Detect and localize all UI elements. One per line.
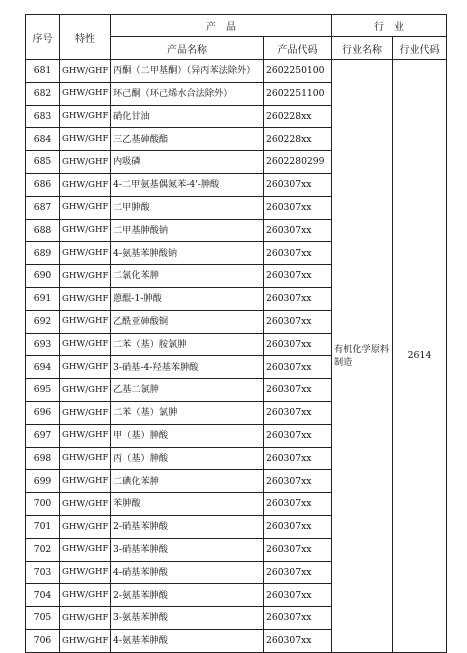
row-product-name: 丙酮（二甲基酮）（异丙苯法除外） — [111, 60, 264, 83]
row-product-name: 2-硝基苯胂酸 — [111, 515, 264, 538]
row-product-name: 乙基二氯胂 — [111, 379, 264, 402]
row-number: 690 — [26, 265, 60, 288]
table-body — [26, 60, 447, 653]
row-number: 694 — [26, 356, 60, 379]
row-product-code: 260307xx — [264, 538, 332, 561]
row-product-name: 二碘化苯胂 — [111, 470, 264, 493]
row-property: GHW/GHF — [60, 470, 111, 493]
row-product-code: 260307xx — [264, 493, 332, 516]
row-product-code: 260307xx — [264, 219, 332, 242]
row-property: GHW/GHF — [60, 173, 111, 196]
row-product-name: 甲（基）胂酸 — [111, 424, 264, 447]
row-product-code: 260228xx — [264, 128, 332, 151]
row-number: 681 — [26, 60, 60, 83]
row-property: GHW/GHF — [60, 629, 111, 652]
row-number: 692 — [26, 310, 60, 333]
header-industry-code: 行业代码 — [393, 37, 447, 60]
row-property: GHW/GHF — [60, 379, 111, 402]
row-product-name: 二苯（基）氯胂 — [111, 401, 264, 424]
row-product-code: 260307xx — [264, 356, 332, 379]
row-property: GHW/GHF — [60, 561, 111, 584]
row-product-name: 4-氨基苯胂酸 — [111, 629, 264, 652]
row-product-code: 2602251100 — [264, 82, 332, 105]
row-product-code: 260228xx — [264, 105, 332, 128]
header-property: 特性 — [60, 15, 111, 60]
row-product-code: 260307xx — [264, 333, 332, 356]
row-product-name: 4-硝基苯胂酸 — [111, 561, 264, 584]
row-number: 701 — [26, 515, 60, 538]
row-number: 684 — [26, 128, 60, 151]
row-product-code: 260307xx — [264, 379, 332, 402]
row-property: GHW/GHF — [60, 196, 111, 219]
row-product-code: 260307xx — [264, 584, 332, 607]
row-product-code: 260307xx — [264, 447, 332, 470]
row-property: GHW/GHF — [60, 607, 111, 630]
row-number: 706 — [26, 629, 60, 652]
row-product-name: 硝化甘油 — [111, 105, 264, 128]
row-product-name: 4-氨基苯胂酸钠 — [111, 242, 264, 265]
row-product-code: 260307xx — [264, 470, 332, 493]
row-product-code: 260307xx — [264, 287, 332, 310]
row-number: 688 — [26, 219, 60, 242]
row-product-code: 260307xx — [264, 629, 332, 652]
row-number: 683 — [26, 105, 60, 128]
row-product-code: 260307xx — [264, 265, 332, 288]
row-property: GHW/GHF — [60, 287, 111, 310]
row-number: 702 — [26, 538, 60, 561]
row-property: GHW/GHF — [60, 538, 111, 561]
row-product-name: 二甲基胂酸钠 — [111, 219, 264, 242]
row-product-code: 2602280299 — [264, 151, 332, 174]
row-number: 704 — [26, 584, 60, 607]
header-product-code: 产品代码 — [264, 37, 332, 60]
row-product-name: 苯胂酸 — [111, 493, 264, 516]
row-number: 691 — [26, 287, 60, 310]
row-product-name: 环己酮（环己烯水合法除外） — [111, 82, 264, 105]
header-product-name: 产品名称 — [111, 37, 264, 60]
row-product-name: 3-硝基-4-羟基苯胂酸 — [111, 356, 264, 379]
row-product-name: 三乙基砷酸酯 — [111, 128, 264, 151]
row-product-code: 260307xx — [264, 607, 332, 630]
row-property: GHW/GHF — [60, 265, 111, 288]
row-number: 682 — [26, 82, 60, 105]
row-number: 700 — [26, 493, 60, 516]
row-number: 698 — [26, 447, 60, 470]
row-property: GHW/GHF — [60, 493, 111, 516]
row-product-name: 2-氨基苯胂酸 — [111, 584, 264, 607]
row-number: 703 — [26, 561, 60, 584]
row-product-name: 二氯化苯胂 — [111, 265, 264, 288]
header-product-group: 产 品 — [111, 15, 332, 37]
row-number: 705 — [26, 607, 60, 630]
row-product-code: 260307xx — [264, 173, 332, 196]
header-industry-name: 行业名称 — [332, 37, 393, 60]
row-number: 695 — [26, 379, 60, 402]
row-product-code: 260307xx — [264, 424, 332, 447]
product-industry-table — [25, 14, 447, 653]
row-product-code: 260307xx — [264, 401, 332, 424]
row-property: GHW/GHF — [60, 515, 111, 538]
row-property: GHW/GHF — [60, 219, 111, 242]
table-row — [26, 60, 447, 83]
row-product-code: 260307xx — [264, 561, 332, 584]
row-product-name: 3-硝基苯胂酸 — [111, 538, 264, 561]
row-product-name: 内吸磷 — [111, 151, 264, 174]
row-property: GHW/GHF — [60, 356, 111, 379]
row-product-code: 260307xx — [264, 515, 332, 538]
row-number: 686 — [26, 173, 60, 196]
row-property: GHW/GHF — [60, 424, 111, 447]
row-number: 685 — [26, 151, 60, 174]
row-product-name: 3-氨基苯胂酸 — [111, 607, 264, 630]
row-number: 697 — [26, 424, 60, 447]
row-property: GHW/GHF — [60, 105, 111, 128]
row-number: 687 — [26, 196, 60, 219]
row-property: GHW/GHF — [60, 401, 111, 424]
row-product-name: 4-二甲氨基偶氮苯-4'-胂酸 — [111, 173, 264, 196]
row-number: 699 — [26, 470, 60, 493]
row-number: 696 — [26, 401, 60, 424]
industry-code-cell: 2614 — [393, 60, 447, 653]
header-seq: 序号 — [26, 15, 60, 60]
row-property: GHW/GHF — [60, 242, 111, 265]
row-property: GHW/GHF — [60, 151, 111, 174]
row-number: 693 — [26, 333, 60, 356]
row-product-name: 丙（基）胂酸 — [111, 447, 264, 470]
row-property: GHW/GHF — [60, 333, 111, 356]
row-property: GHW/GHF — [60, 128, 111, 151]
row-product-name: 二苯（基）胺氯胂 — [111, 333, 264, 356]
industry-name-cell: 有机化学原料制造 — [332, 60, 393, 653]
row-property: GHW/GHF — [60, 60, 111, 83]
row-property: GHW/GHF — [60, 447, 111, 470]
row-product-code: 260307xx — [264, 242, 332, 265]
row-product-name: 乙酰亚砷酸铜 — [111, 310, 264, 333]
row-product-code: 260307xx — [264, 196, 332, 219]
row-property: GHW/GHF — [60, 584, 111, 607]
row-number: 689 — [26, 242, 60, 265]
row-property: GHW/GHF — [60, 82, 111, 105]
row-product-name: 蒽醌-1-胂酸 — [111, 287, 264, 310]
header-industry-group: 行 业 — [332, 15, 447, 37]
row-product-name: 二甲胂酸 — [111, 196, 264, 219]
row-property: GHW/GHF — [60, 310, 111, 333]
row-product-code: 260307xx — [264, 310, 332, 333]
row-product-code: 2602250100 — [264, 60, 332, 83]
